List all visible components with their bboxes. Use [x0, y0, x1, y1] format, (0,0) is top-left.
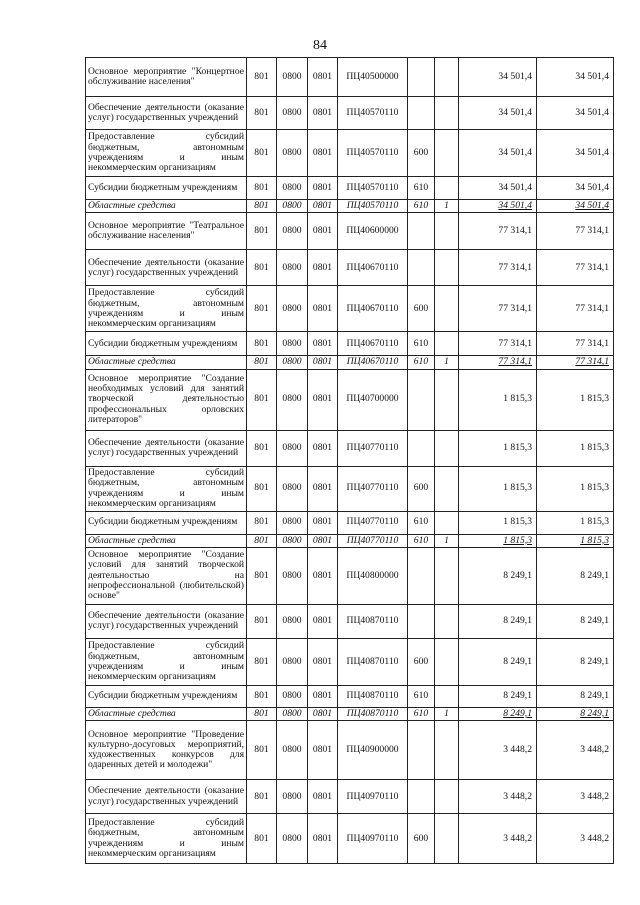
funding-source-cell	[435, 97, 459, 130]
table-row	[86, 177, 614, 200]
ved-code-cell: 801	[247, 604, 277, 638]
expense-type-cell: 610	[408, 356, 435, 369]
target-article-cell: ПЦ40570110	[338, 97, 408, 130]
subsection-code-cell: 0801	[308, 286, 338, 332]
ved-code-cell: 801	[247, 286, 277, 332]
row-name-cell: Областные средства	[86, 534, 247, 547]
amount-year-1-cell: 3 448,2	[459, 721, 537, 780]
target-article-cell: ПЦ40570110	[338, 177, 408, 200]
subsection-code-cell: 0801	[308, 466, 338, 511]
amount-year-2-cell: 1 815,3	[537, 430, 614, 466]
budget-table-body	[86, 58, 614, 864]
amount-year-1-cell: 1 815,3	[459, 466, 537, 511]
amount-year-1-cell: 77 314,1	[459, 332, 537, 356]
table-row	[86, 286, 614, 332]
table-row	[86, 511, 614, 534]
row-name-cell: Предоставление субсидий бюджетным, автономным учреждениям и иным некоммерческим организациям	[86, 286, 247, 332]
subsection-code-cell: 0801	[308, 814, 338, 864]
amount-year-1-cell: 34 501,4	[459, 97, 537, 130]
section-code-cell: 0800	[277, 638, 308, 685]
section-code-cell: 0800	[277, 332, 308, 356]
row-name-cell: Обеспечение деятельности (оказание услуг) государственных учреждений	[86, 430, 247, 466]
ved-code-cell: 801	[247, 721, 277, 780]
section-code-cell: 0800	[277, 369, 308, 430]
funding-source-cell: 1	[435, 707, 459, 720]
target-article-cell: ПЦ40570110	[338, 130, 408, 177]
row-name-cell: Обеспечение деятельности (оказание услуг) государственных учреждений	[86, 250, 247, 286]
amount-year-2-cell: 1 815,3	[537, 534, 614, 547]
target-article-cell: ПЦ40870110	[338, 685, 408, 707]
funding-source-cell	[435, 430, 459, 466]
ved-code-cell: 801	[247, 707, 277, 720]
section-code-cell: 0800	[277, 466, 308, 511]
table-row	[86, 200, 614, 213]
amount-year-2-cell: 8 249,1	[537, 547, 614, 604]
expense-type-cell: 610	[408, 177, 435, 200]
expense-type-cell: 600	[408, 814, 435, 864]
amount-year-2-cell: 77 314,1	[537, 286, 614, 332]
subsection-code-cell: 0801	[308, 332, 338, 356]
funding-source-cell	[435, 286, 459, 332]
amount-year-2-cell: 1 815,3	[537, 511, 614, 534]
amount-year-1-cell: 3 448,2	[459, 814, 537, 864]
section-code-cell: 0800	[277, 430, 308, 466]
ved-code-cell: 801	[247, 130, 277, 177]
ved-code-cell: 801	[247, 814, 277, 864]
amount-year-1-cell: 1 815,3	[459, 430, 537, 466]
target-article-cell: ПЦ40970110	[338, 780, 408, 814]
amount-year-2-cell: 77 314,1	[537, 250, 614, 286]
row-name-cell: Субсидии бюджетным учреждениям	[86, 685, 247, 707]
funding-source-cell	[435, 638, 459, 685]
subsection-code-cell: 0801	[308, 97, 338, 130]
target-article-cell: ПЦ40900000	[338, 721, 408, 780]
target-article-cell: ПЦ40770110	[338, 430, 408, 466]
target-article-cell: ПЦ40770110	[338, 534, 408, 547]
section-code-cell: 0800	[277, 286, 308, 332]
subsection-code-cell: 0801	[308, 177, 338, 200]
funding-source-cell	[435, 466, 459, 511]
amount-year-2-cell: 77 314,1	[537, 356, 614, 369]
ved-code-cell: 801	[247, 511, 277, 534]
target-article-cell: ПЦ40670110	[338, 332, 408, 356]
table-row	[86, 814, 614, 864]
section-code-cell: 0800	[277, 200, 308, 213]
ved-code-cell: 801	[247, 534, 277, 547]
ved-code-cell: 801	[247, 547, 277, 604]
subsection-code-cell: 0801	[308, 604, 338, 638]
row-name-cell: Предоставление субсидий бюджетным, автономным учреждениям и иным некоммерческим организациям	[86, 814, 247, 864]
target-article-cell: ПЦ40870110	[338, 604, 408, 638]
table-row	[86, 430, 614, 466]
row-name-cell: Областные средства	[86, 707, 247, 720]
funding-source-cell	[435, 177, 459, 200]
expense-type-cell	[408, 721, 435, 780]
amount-year-1-cell: 34 501,4	[459, 177, 537, 200]
ved-code-cell: 801	[247, 780, 277, 814]
table-row	[86, 332, 614, 356]
ved-code-cell: 801	[247, 332, 277, 356]
section-code-cell: 0800	[277, 547, 308, 604]
funding-source-cell	[435, 685, 459, 707]
amount-year-2-cell: 8 249,1	[537, 638, 614, 685]
section-code-cell: 0800	[277, 130, 308, 177]
expense-type-cell: 610	[408, 511, 435, 534]
amount-year-1-cell: 1 815,3	[459, 534, 537, 547]
amount-year-2-cell: 1 815,3	[537, 369, 614, 430]
ved-code-cell: 801	[247, 430, 277, 466]
amount-year-2-cell: 34 501,4	[537, 200, 614, 213]
expense-type-cell: 610	[408, 200, 435, 213]
section-code-cell: 0800	[277, 511, 308, 534]
amount-year-2-cell: 34 501,4	[537, 97, 614, 130]
table-row	[86, 638, 614, 685]
target-article-cell: ПЦ40600000	[338, 213, 408, 250]
amount-year-1-cell: 8 249,1	[459, 604, 537, 638]
amount-year-1-cell: 77 314,1	[459, 213, 537, 250]
row-name-cell: Областные средства	[86, 356, 247, 369]
expense-type-cell	[408, 58, 435, 97]
expense-type-cell: 610	[408, 685, 435, 707]
amount-year-1-cell: 77 314,1	[459, 286, 537, 332]
subsection-code-cell: 0801	[308, 547, 338, 604]
row-name-cell: Основное мероприятие "Концертное обслуживание населения"	[86, 58, 247, 97]
target-article-cell: ПЦ40770110	[338, 466, 408, 511]
table-row	[86, 369, 614, 430]
amount-year-1-cell: 8 249,1	[459, 638, 537, 685]
table-row	[86, 534, 614, 547]
target-article-cell: ПЦ40700000	[338, 369, 408, 430]
section-code-cell: 0800	[277, 707, 308, 720]
amount-year-1-cell: 1 815,3	[459, 511, 537, 534]
subsection-code-cell: 0801	[308, 369, 338, 430]
table-row	[86, 97, 614, 130]
row-name-cell: Предоставление субсидий бюджетным, автономным учреждениям и иным некоммерческим организациям	[86, 466, 247, 511]
target-article-cell: ПЦ40670110	[338, 356, 408, 369]
table-row	[86, 547, 614, 604]
funding-source-cell: 1	[435, 534, 459, 547]
table-row	[86, 685, 614, 707]
ved-code-cell: 801	[247, 356, 277, 369]
funding-source-cell: 1	[435, 200, 459, 213]
subsection-code-cell: 0801	[308, 250, 338, 286]
section-code-cell: 0800	[277, 814, 308, 864]
subsection-code-cell: 0801	[308, 534, 338, 547]
funding-source-cell	[435, 780, 459, 814]
target-article-cell: ПЦ40870110	[338, 638, 408, 685]
target-article-cell: ПЦ40800000	[338, 547, 408, 604]
expense-type-cell	[408, 213, 435, 250]
amount-year-2-cell: 8 249,1	[537, 604, 614, 638]
row-name-cell: Субсидии бюджетным учреждениям	[86, 511, 247, 534]
table-row	[86, 721, 614, 780]
target-article-cell: ПЦ40970110	[338, 814, 408, 864]
expense-type-cell	[408, 780, 435, 814]
amount-year-1-cell: 8 249,1	[459, 707, 537, 720]
page-number: 84	[313, 38, 327, 53]
section-code-cell: 0800	[277, 213, 308, 250]
ved-code-cell: 801	[247, 177, 277, 200]
funding-source-cell	[435, 250, 459, 286]
amount-year-1-cell: 34 501,4	[459, 58, 537, 97]
row-name-cell: Субсидии бюджетным учреждениям	[86, 332, 247, 356]
amount-year-1-cell: 34 501,4	[459, 130, 537, 177]
subsection-code-cell: 0801	[308, 356, 338, 369]
expense-type-cell: 600	[408, 286, 435, 332]
subsection-code-cell: 0801	[308, 721, 338, 780]
amount-year-1-cell: 3 448,2	[459, 780, 537, 814]
row-name-cell: Предоставление субсидий бюджетным, автономным учреждениям и иным некоммерческим организациям	[86, 130, 247, 177]
target-article-cell: ПЦ40670110	[338, 286, 408, 332]
funding-source-cell	[435, 369, 459, 430]
amount-year-2-cell: 34 501,4	[537, 177, 614, 200]
expense-type-cell: 610	[408, 332, 435, 356]
table-row	[86, 780, 614, 814]
amount-year-1-cell: 8 249,1	[459, 685, 537, 707]
amount-year-2-cell: 3 448,2	[537, 721, 614, 780]
expense-type-cell: 610	[408, 534, 435, 547]
table-row	[86, 250, 614, 286]
amount-year-2-cell: 8 249,1	[537, 685, 614, 707]
subsection-code-cell: 0801	[308, 685, 338, 707]
section-code-cell: 0800	[277, 685, 308, 707]
ved-code-cell: 801	[247, 638, 277, 685]
row-name-cell: Обеспечение деятельности (оказание услуг) государственных учреждений	[86, 780, 247, 814]
funding-source-cell	[435, 213, 459, 250]
subsection-code-cell: 0801	[308, 638, 338, 685]
amount-year-1-cell: 1 815,3	[459, 369, 537, 430]
section-code-cell: 0800	[277, 356, 308, 369]
expense-type-cell: 610	[408, 707, 435, 720]
funding-source-cell: 1	[435, 356, 459, 369]
expense-type-cell	[408, 369, 435, 430]
funding-source-cell	[435, 547, 459, 604]
amount-year-1-cell: 34 501,4	[459, 200, 537, 213]
subsection-code-cell: 0801	[308, 58, 338, 97]
expense-type-cell	[408, 430, 435, 466]
section-code-cell: 0800	[277, 250, 308, 286]
section-code-cell: 0800	[277, 534, 308, 547]
expense-type-cell: 600	[408, 130, 435, 177]
target-article-cell: ПЦ40500000	[338, 58, 408, 97]
amount-year-1-cell: 77 314,1	[459, 250, 537, 286]
row-name-cell: Областные средства	[86, 200, 247, 213]
row-name-cell: Основное мероприятие "Проведение культурно-досуговых мероприятий, художественных конкурсов для одаренных детей и молодежи"	[86, 721, 247, 780]
budget-table	[85, 57, 614, 864]
amount-year-2-cell: 1 815,3	[537, 466, 614, 511]
funding-source-cell	[435, 814, 459, 864]
amount-year-2-cell: 8 249,1	[537, 707, 614, 720]
table-row	[86, 604, 614, 638]
row-name-cell: Основное мероприятие "Театральное обслуживание населения"	[86, 213, 247, 250]
section-code-cell: 0800	[277, 780, 308, 814]
subsection-code-cell: 0801	[308, 130, 338, 177]
ved-code-cell: 801	[247, 369, 277, 430]
subsection-code-cell: 0801	[308, 707, 338, 720]
subsection-code-cell: 0801	[308, 780, 338, 814]
row-name-cell: Основное мероприятие "Создание необходимых условий для занятий творческой деятельностью профессиональных орловских литераторов"	[86, 369, 247, 430]
subsection-code-cell: 0801	[308, 430, 338, 466]
amount-year-2-cell: 34 501,4	[537, 130, 614, 177]
row-name-cell: Обеспечение деятельности (оказание услуг) государственных учреждений	[86, 97, 247, 130]
ved-code-cell: 801	[247, 685, 277, 707]
section-code-cell: 0800	[277, 58, 308, 97]
funding-source-cell	[435, 604, 459, 638]
table-row	[86, 130, 614, 177]
row-name-cell: Основное мероприятие "Создание условий для занятий творческой деятельностью на непрофессиональной (любительской) основе"	[86, 547, 247, 604]
funding-source-cell	[435, 511, 459, 534]
ved-code-cell: 801	[247, 250, 277, 286]
amount-year-2-cell: 34 501,4	[537, 58, 614, 97]
table-row	[86, 356, 614, 369]
ved-code-cell: 801	[247, 58, 277, 97]
row-name-cell: Предоставление субсидий бюджетным, автономным учреждениям и иным некоммерческим организациям	[86, 638, 247, 685]
expense-type-cell	[408, 97, 435, 130]
expense-type-cell	[408, 604, 435, 638]
expense-type-cell: 600	[408, 466, 435, 511]
target-article-cell: ПЦ40570110	[338, 200, 408, 213]
expense-type-cell	[408, 250, 435, 286]
table-row	[86, 213, 614, 250]
expense-type-cell	[408, 547, 435, 604]
table-row	[86, 466, 614, 511]
amount-year-2-cell: 77 314,1	[537, 213, 614, 250]
amount-year-2-cell: 77 314,1	[537, 332, 614, 356]
amount-year-1-cell: 8 249,1	[459, 547, 537, 604]
table-row	[86, 707, 614, 720]
subsection-code-cell: 0801	[308, 213, 338, 250]
amount-year-1-cell: 77 314,1	[459, 356, 537, 369]
target-article-cell: ПЦ40770110	[338, 511, 408, 534]
funding-source-cell	[435, 58, 459, 97]
target-article-cell: ПЦ40670110	[338, 250, 408, 286]
row-name-cell: Субсидии бюджетным учреждениям	[86, 177, 247, 200]
section-code-cell: 0800	[277, 721, 308, 780]
amount-year-2-cell: 3 448,2	[537, 780, 614, 814]
ved-code-cell: 801	[247, 97, 277, 130]
subsection-code-cell: 0801	[308, 511, 338, 534]
table-row	[86, 58, 614, 97]
funding-source-cell	[435, 721, 459, 780]
ved-code-cell: 801	[247, 213, 277, 250]
amount-year-2-cell: 3 448,2	[537, 814, 614, 864]
funding-source-cell	[435, 130, 459, 177]
section-code-cell: 0800	[277, 177, 308, 200]
target-article-cell: ПЦ40870110	[338, 707, 408, 720]
section-code-cell: 0800	[277, 97, 308, 130]
row-name-cell: Обеспечение деятельности (оказание услуг) государственных учреждений	[86, 604, 247, 638]
expense-type-cell: 600	[408, 638, 435, 685]
subsection-code-cell: 0801	[308, 200, 338, 213]
section-code-cell: 0800	[277, 604, 308, 638]
ved-code-cell: 801	[247, 466, 277, 511]
funding-source-cell	[435, 332, 459, 356]
ved-code-cell: 801	[247, 200, 277, 213]
